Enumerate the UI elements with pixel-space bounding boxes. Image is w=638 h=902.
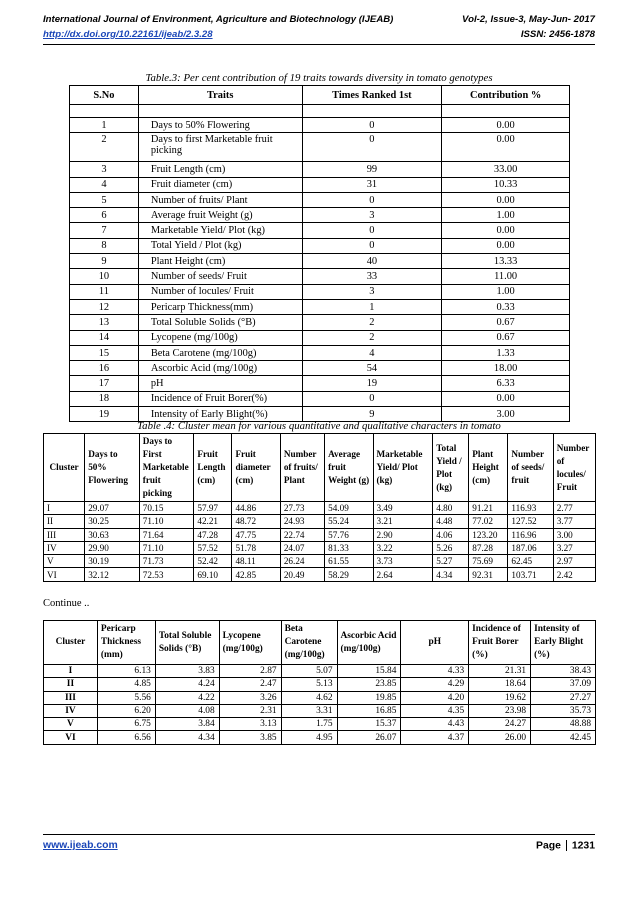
table-cell: 4.34 xyxy=(155,731,219,744)
table-cell: 3.49 xyxy=(373,502,433,515)
table-cell: 5.27 xyxy=(433,555,469,568)
table-cell: 42.85 xyxy=(232,568,280,581)
table5-header-cell: Beta Carotene (mg/100g) xyxy=(281,621,337,665)
table-cell: 2.97 xyxy=(553,555,595,568)
table-cell: 22.74 xyxy=(280,528,324,541)
table-row xyxy=(70,238,570,253)
table-cell: 81.33 xyxy=(325,541,373,554)
issue-info: Vol-2, Issue-3, May-Jun- 2017 xyxy=(462,14,595,25)
table-cell: 24.93 xyxy=(280,515,324,528)
table-cell: 103.71 xyxy=(508,568,553,581)
table-cell: 18.00 xyxy=(442,361,570,376)
trait-cell: Average fruit Weight (g) xyxy=(138,208,302,223)
table-cell: 26.00 xyxy=(469,731,531,744)
table-cell: 47.28 xyxy=(194,528,232,541)
table3-caption: Table.3: Per cent contribution of 19 traits towards diversity in tomato genotypes xyxy=(145,72,493,84)
table-cell: 0.00 xyxy=(442,118,570,133)
table-row xyxy=(44,555,596,568)
table-cell: V xyxy=(44,555,85,568)
table4-header-cell: Total Yield / Plot (kg) xyxy=(433,434,469,502)
table-cell: 3 xyxy=(302,284,442,299)
table-row xyxy=(44,515,596,528)
table-cell: 0.00 xyxy=(442,192,570,207)
table-cell: 4.62 xyxy=(281,691,337,704)
table-cell: 15.84 xyxy=(337,665,401,678)
table3-spacer-row xyxy=(70,105,570,118)
table-cell: 9 xyxy=(302,407,442,422)
table-cell: 3.22 xyxy=(373,541,433,554)
table-cell: 4.20 xyxy=(401,691,469,704)
table4-header-cell: Number of locules/ Fruit xyxy=(553,434,595,502)
table-row xyxy=(70,118,570,133)
table-cell: 19.62 xyxy=(469,691,531,704)
table-row xyxy=(70,254,570,269)
cluster-cell: VI xyxy=(44,731,98,744)
table-row xyxy=(70,192,570,207)
table-cell: 1.00 xyxy=(442,208,570,223)
trait-cell: Pericarp Thickness(mm) xyxy=(138,299,302,314)
table-cell: 17 xyxy=(70,376,139,391)
table-cell: 5.07 xyxy=(281,665,337,678)
table4-header-cell: Number of seeds/ fruit xyxy=(508,434,553,502)
table5-header-cell: Intensity of Early Blight (%) xyxy=(531,621,596,665)
table-cell: 26.24 xyxy=(280,555,324,568)
table-cell: 1.00 xyxy=(442,284,570,299)
table-cell: 70.15 xyxy=(139,502,194,515)
table-cell: 2 xyxy=(70,133,139,162)
table4-header-cell: Plant Height (cm) xyxy=(469,434,508,502)
table-cell: 4.37 xyxy=(401,731,469,744)
table-cell: II xyxy=(44,515,85,528)
table-cell: 21.31 xyxy=(469,665,531,678)
table-cell: 54 xyxy=(302,361,442,376)
table5-header-cell: Total Soluble Solids (°B) xyxy=(155,621,219,665)
table-cell: 3.85 xyxy=(219,731,281,744)
table-row xyxy=(70,162,570,177)
table-cell: 1 xyxy=(302,299,442,314)
trait-cell: Total Soluble Solids (°B) xyxy=(138,315,302,330)
table-row xyxy=(70,376,570,391)
table-cell: 4.24 xyxy=(155,678,219,691)
table-cell: 116.96 xyxy=(508,528,553,541)
table-cell: 3.00 xyxy=(442,407,570,422)
table-cell: 6.75 xyxy=(97,718,155,731)
page-number-label xyxy=(536,840,595,851)
table-row xyxy=(70,361,570,376)
table4-header-cell: Days to First Marketable fruit picking xyxy=(139,434,194,502)
table-cell: 0.67 xyxy=(442,330,570,345)
table-cell: 77.02 xyxy=(469,515,508,528)
table-cell: 57.76 xyxy=(325,528,373,541)
table-cell: 30.63 xyxy=(85,528,140,541)
table3-spacer-cell xyxy=(138,105,302,118)
table-row xyxy=(44,731,596,744)
trait-cell: Total Yield / Plot (kg) xyxy=(138,238,302,253)
table4-header-cell: Marketable Yield/ Plot (kg) xyxy=(373,434,433,502)
table4-header-cell: Number of fruits/ Plant xyxy=(280,434,324,502)
table-row xyxy=(70,391,570,406)
table-cell: 5.13 xyxy=(281,678,337,691)
table-cell: 61.55 xyxy=(325,555,373,568)
table-cell: 4.34 xyxy=(433,568,469,581)
table4-header-cell: Average fruit Weight (g) xyxy=(325,434,373,502)
table-cell: VI xyxy=(44,568,85,581)
table-cell: 35.73 xyxy=(531,704,596,717)
table-cell: 0 xyxy=(302,238,442,253)
table-cell: 99 xyxy=(302,162,442,177)
footer-site-link[interactable] xyxy=(43,840,118,851)
table-cell: 0.00 xyxy=(442,238,570,253)
table-cell: 91.21 xyxy=(469,502,508,515)
trait-cell: Fruit Length (cm) xyxy=(138,162,302,177)
table-cell: 72.53 xyxy=(139,568,194,581)
table-cell: 1 xyxy=(70,118,139,133)
table-row xyxy=(70,299,570,314)
cluster-cell: II xyxy=(44,678,98,691)
table-cell: 8 xyxy=(70,238,139,253)
table-cell: 75.69 xyxy=(469,555,508,568)
table-cell: 3.27 xyxy=(553,541,595,554)
table-cell: 4.80 xyxy=(433,502,469,515)
cluster-cell: IV xyxy=(44,704,98,717)
table-cell: 4 xyxy=(302,345,442,360)
table-cell: 6.13 xyxy=(97,665,155,678)
table-cell: 71.10 xyxy=(139,515,194,528)
table-cell: 55.24 xyxy=(325,515,373,528)
table5-header-cell: pH xyxy=(401,621,469,665)
table-row xyxy=(70,177,570,192)
table-cell: 0.33 xyxy=(442,299,570,314)
table-cell: 47.75 xyxy=(232,528,280,541)
table3 xyxy=(69,85,570,422)
table-cell: 92.31 xyxy=(469,568,508,581)
header-divider xyxy=(43,44,595,45)
table4-header-cell: Cluster xyxy=(44,434,85,502)
table-cell: 18.64 xyxy=(469,678,531,691)
trait-cell: Intensity of Early Blight(%) xyxy=(138,407,302,422)
table-cell: 15.37 xyxy=(337,718,401,731)
table-row xyxy=(70,133,570,162)
table-cell: 6 xyxy=(70,208,139,223)
trait-cell: Incidence of Fruit Borer(%) xyxy=(138,391,302,406)
table-cell: 13 xyxy=(70,315,139,330)
table-cell: 19 xyxy=(302,376,442,391)
table-cell: 127.52 xyxy=(508,515,553,528)
table-cell: 3.21 xyxy=(373,515,433,528)
table-cell: 71.73 xyxy=(139,555,194,568)
table-cell: 1.75 xyxy=(281,718,337,731)
trait-cell: Number of fruits/ Plant xyxy=(138,192,302,207)
table-cell: 187.06 xyxy=(508,541,553,554)
trait-cell: Ascorbic Acid (mg/100g) xyxy=(138,361,302,376)
table4-header-row xyxy=(44,434,596,502)
table-row xyxy=(70,315,570,330)
cluster-cell: III xyxy=(44,691,98,704)
table-cell: 116.93 xyxy=(508,502,553,515)
table-row xyxy=(44,691,596,704)
table-row xyxy=(44,718,596,731)
table-cell: 5.26 xyxy=(433,541,469,554)
table4-header-cell: Fruit diameter (cm) xyxy=(232,434,280,502)
table-cell: 4.48 xyxy=(433,515,469,528)
trait-cell: Marketable Yield/ Plot (kg) xyxy=(138,223,302,238)
table-cell: 38.43 xyxy=(531,665,596,678)
table-cell: 6.56 xyxy=(97,731,155,744)
table-cell: 0 xyxy=(302,223,442,238)
table-cell: I xyxy=(44,502,85,515)
table-cell: 2 xyxy=(302,330,442,345)
table-cell: 18 xyxy=(70,391,139,406)
doi-link[interactable]: http://dx.doi.org/10.22161/ijeab/2.3.28 xyxy=(43,29,213,40)
table3-header-row xyxy=(70,86,570,105)
table-cell: 4.33 xyxy=(401,665,469,678)
journal-title: International Journal of Environment, Agriculture and Biotechnology (IJEAB) xyxy=(43,14,394,25)
issn-label: ISSN: 2456-1878 xyxy=(520,29,595,40)
table-cell: 24.07 xyxy=(280,541,324,554)
table-row xyxy=(70,345,570,360)
table-cell: 4.35 xyxy=(401,704,469,717)
table-cell: 10 xyxy=(70,269,139,284)
table3-header-cell: Times Ranked 1st xyxy=(302,86,442,105)
table-cell: 0.00 xyxy=(442,223,570,238)
trait-cell: Lycopene (mg/100g) xyxy=(138,330,302,345)
table4-caption: Table .4: Cluster mean for various quantitative and qualitative characters in tomato xyxy=(137,420,501,432)
trait-cell: Days to first Marketable fruit picking xyxy=(138,133,302,162)
site-link[interactable]: www.ijeab.com xyxy=(43,840,118,851)
table-cell: 19.85 xyxy=(337,691,401,704)
table-cell: 0.00 xyxy=(442,133,570,162)
table-cell: 3 xyxy=(70,162,139,177)
table-cell: 57.52 xyxy=(194,541,232,554)
table-cell: 24.27 xyxy=(469,718,531,731)
footer-divider xyxy=(43,834,595,835)
table4-header-cell: Days to 50% Flowering xyxy=(85,434,140,502)
table-cell: 37.09 xyxy=(531,678,596,691)
cluster-cell: V xyxy=(44,718,98,731)
table-cell: 51.78 xyxy=(232,541,280,554)
table-cell: 14 xyxy=(70,330,139,345)
table-cell: 4.95 xyxy=(281,731,337,744)
table-cell: 6.20 xyxy=(97,704,155,717)
trait-cell: Fruit diameter (cm) xyxy=(138,177,302,192)
trait-cell: Number of locules/ Fruit xyxy=(138,284,302,299)
table-row xyxy=(70,284,570,299)
table-cell: 10.33 xyxy=(442,177,570,192)
table-cell: 12 xyxy=(70,299,139,314)
table-cell: 4.29 xyxy=(401,678,469,691)
trait-cell: Days to 50% Flowering xyxy=(138,118,302,133)
table-row xyxy=(70,269,570,284)
table-cell: 62.45 xyxy=(508,555,553,568)
table-cell: 23.85 xyxy=(337,678,401,691)
table-cell: 6.33 xyxy=(442,376,570,391)
table-cell: 48.88 xyxy=(531,718,596,731)
table-cell: 20.49 xyxy=(280,568,324,581)
table-cell: 69.10 xyxy=(194,568,232,581)
table-cell: 5 xyxy=(70,192,139,207)
table-cell: 2.64 xyxy=(373,568,433,581)
table-cell: 32.12 xyxy=(85,568,140,581)
trait-cell: Number of seeds/ Fruit xyxy=(138,269,302,284)
table-cell: 42.21 xyxy=(194,515,232,528)
table5-header-cell: Incidence of Fruit Borer (%) xyxy=(469,621,531,665)
table-cell: 3.83 xyxy=(155,665,219,678)
table-cell: 0.67 xyxy=(442,315,570,330)
table-cell: 5.56 xyxy=(97,691,155,704)
table-cell: 15 xyxy=(70,345,139,360)
table-cell: 33 xyxy=(302,269,442,284)
table-cell: 3.13 xyxy=(219,718,281,731)
table-cell: 3.00 xyxy=(553,528,595,541)
table-cell: 0 xyxy=(302,133,442,162)
table-cell: 26.07 xyxy=(337,731,401,744)
page-number: 1231 xyxy=(571,840,595,852)
table-cell: 2.77 xyxy=(553,502,595,515)
table-cell: 42.45 xyxy=(531,731,596,744)
table-row xyxy=(44,528,596,541)
table5-header-cell: Cluster xyxy=(44,621,98,665)
table-cell: 27.73 xyxy=(280,502,324,515)
table-cell: 4.22 xyxy=(155,691,219,704)
table-cell: 40 xyxy=(302,254,442,269)
table-cell: 23.98 xyxy=(469,704,531,717)
cluster-cell: I xyxy=(44,665,98,678)
table-row xyxy=(70,208,570,223)
table4-header-cell: Fruit Length (cm) xyxy=(194,434,232,502)
table-cell: IV xyxy=(44,541,85,554)
table-row xyxy=(44,704,596,717)
table-cell: 11 xyxy=(70,284,139,299)
table5-header-cell: Lycopene (mg/100g) xyxy=(219,621,281,665)
table-cell: 2.87 xyxy=(219,665,281,678)
table-cell: 54.09 xyxy=(325,502,373,515)
table-cell: 27.27 xyxy=(531,691,596,704)
table-cell: 4.85 xyxy=(97,678,155,691)
continue-label: Continue .. xyxy=(43,598,90,609)
table-cell: 3 xyxy=(302,208,442,223)
table-cell: 0 xyxy=(302,391,442,406)
table-cell: 19 xyxy=(70,407,139,422)
table-cell: 3.26 xyxy=(219,691,281,704)
table-cell: 57.97 xyxy=(194,502,232,515)
table-cell: 29.90 xyxy=(85,541,140,554)
table-row xyxy=(70,330,570,345)
table-cell: 2 xyxy=(302,315,442,330)
table-cell: 31 xyxy=(302,177,442,192)
table-row xyxy=(44,541,596,554)
table4 xyxy=(43,433,596,582)
table3-spacer-cell xyxy=(70,105,139,118)
table-cell: 0 xyxy=(302,118,442,133)
table-cell: 4.06 xyxy=(433,528,469,541)
trait-cell: pH xyxy=(138,376,302,391)
table-cell: 13.33 xyxy=(442,254,570,269)
table-cell: 9 xyxy=(70,254,139,269)
table-cell: 3.77 xyxy=(553,515,595,528)
table-cell: 3.31 xyxy=(281,704,337,717)
table-cell: 87.28 xyxy=(469,541,508,554)
table5-header-cell: Pericarp Thickness (mm) xyxy=(97,621,155,665)
table-cell: 30.19 xyxy=(85,555,140,568)
table5-header-cell: Ascorbic Acid (mg/100g) xyxy=(337,621,401,665)
table3-header-cell: Contribution % xyxy=(442,86,570,105)
table-cell: 48.72 xyxy=(232,515,280,528)
table-cell: 33.00 xyxy=(442,162,570,177)
table-cell: 16 xyxy=(70,361,139,376)
table-cell: 1.33 xyxy=(442,345,570,360)
table-row xyxy=(70,223,570,238)
table-cell: 2.90 xyxy=(373,528,433,541)
table-cell: 4 xyxy=(70,177,139,192)
table-cell: 4.43 xyxy=(401,718,469,731)
table-cell: 2.47 xyxy=(219,678,281,691)
table-cell: 44.86 xyxy=(232,502,280,515)
table-row xyxy=(44,502,596,515)
table-cell: 16.85 xyxy=(337,704,401,717)
table-cell: 48.11 xyxy=(232,555,280,568)
table5 xyxy=(43,620,596,745)
page-label: Page xyxy=(536,840,561,852)
table3-header-cell: S.No xyxy=(70,86,139,105)
table3-spacer-cell xyxy=(442,105,570,118)
table-cell: 0.00 xyxy=(442,391,570,406)
table-cell: 71.64 xyxy=(139,528,194,541)
table-cell: 4.08 xyxy=(155,704,219,717)
table-cell: 3.84 xyxy=(155,718,219,731)
table-cell: 7 xyxy=(70,223,139,238)
table-row xyxy=(44,678,596,691)
table-row xyxy=(44,665,596,678)
table-cell: 2.42 xyxy=(553,568,595,581)
table-cell: 29.07 xyxy=(85,502,140,515)
table-row xyxy=(44,568,596,581)
table5-header-row xyxy=(44,621,596,665)
table-cell: 3.73 xyxy=(373,555,433,568)
table-cell: 123.20 xyxy=(469,528,508,541)
table-cell: 52.42 xyxy=(194,555,232,568)
table3-header-cell: Traits xyxy=(138,86,302,105)
table-cell: 58.29 xyxy=(325,568,373,581)
trait-cell: Plant Height (cm) xyxy=(138,254,302,269)
page-separator xyxy=(566,840,567,851)
table-cell: 2.31 xyxy=(219,704,281,717)
table-cell: 11.00 xyxy=(442,269,570,284)
table-cell: 30.25 xyxy=(85,515,140,528)
table-cell: 0 xyxy=(302,192,442,207)
table-cell: 71.10 xyxy=(139,541,194,554)
table3-spacer-cell xyxy=(302,105,442,118)
trait-cell: Beta Carotene (mg/100g) xyxy=(138,345,302,360)
table-cell: III xyxy=(44,528,85,541)
